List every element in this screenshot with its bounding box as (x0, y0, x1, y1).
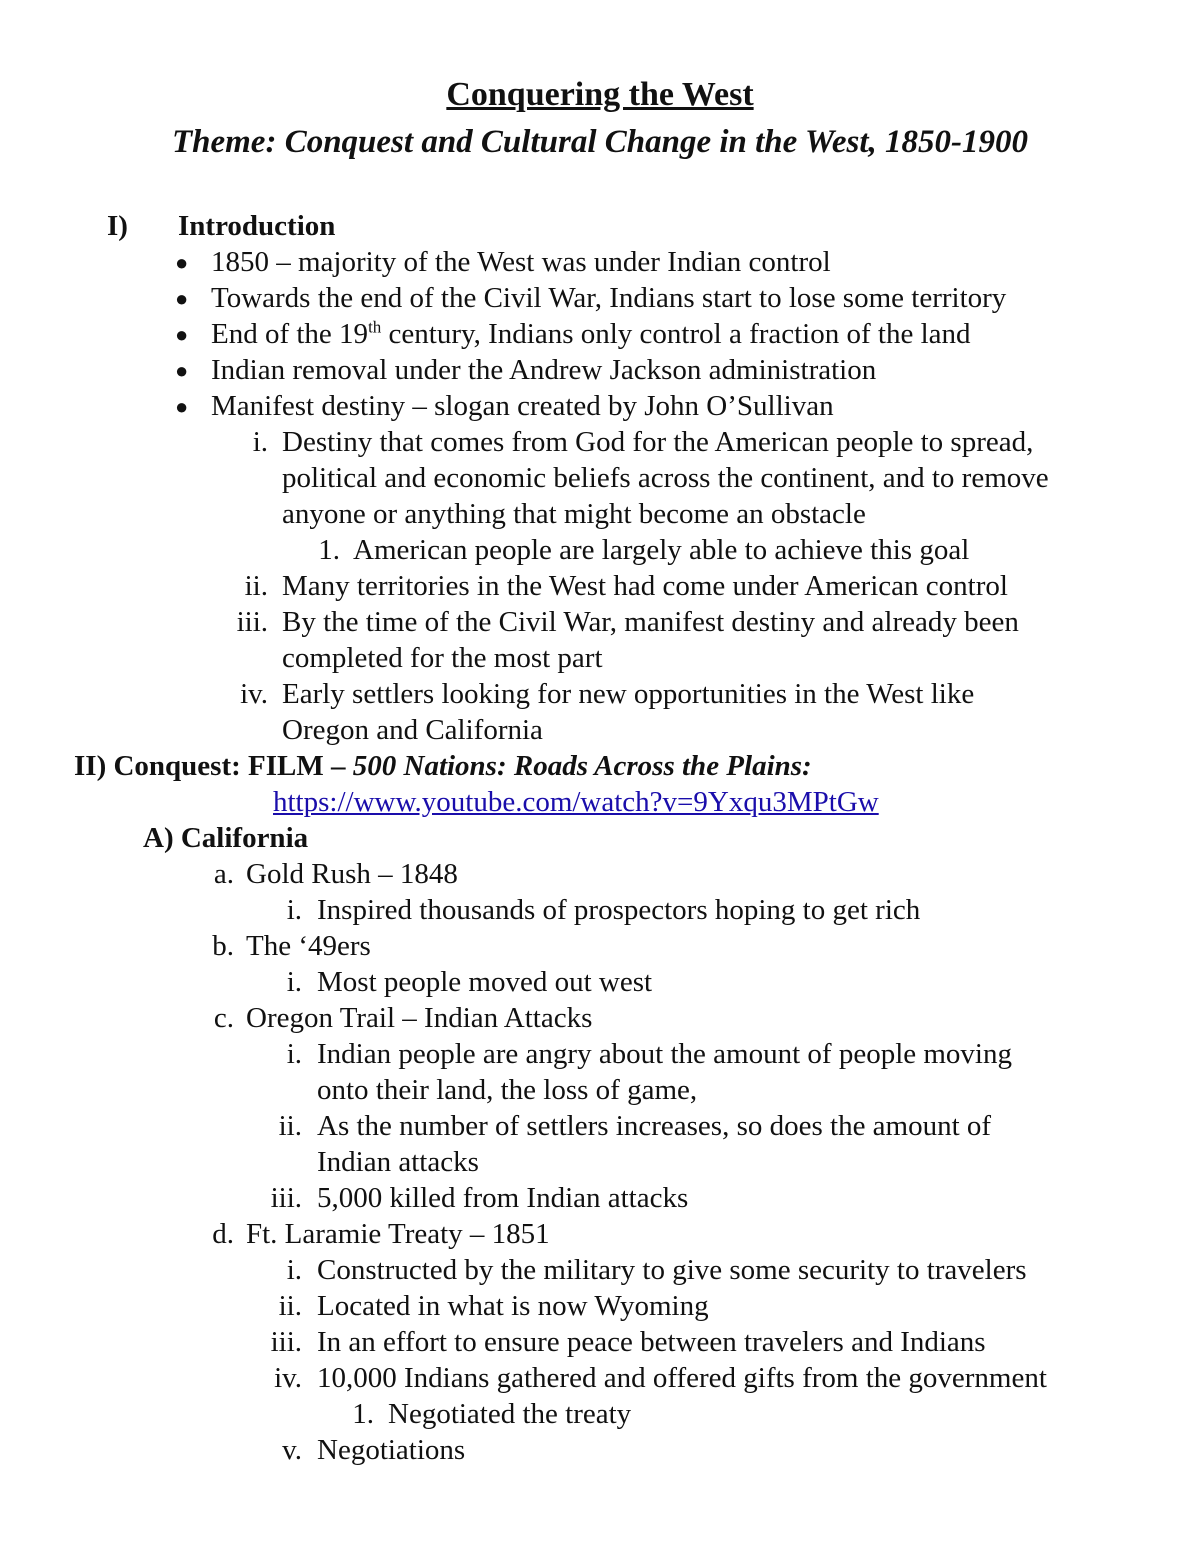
section-2-heading (74, 748, 812, 784)
list-item-text: As the number of settlers increases, so does the amount of (317, 1110, 992, 1142)
bullet-text: End of the 19 (211, 318, 369, 350)
list-item-text: By the time of the Civil War, manifest destiny and already been (282, 606, 1019, 638)
section-2-heading-text: II) Conquest: FILM – (74, 750, 353, 782)
list-item-text: In an effort to ensure peace between travelers and Indians (317, 1326, 986, 1358)
list-item-text: onto their land, the loss of game, (317, 1074, 698, 1106)
list-item-text: anyone or anything that might become an obstacle (282, 498, 866, 530)
list-item-text: Most people moved out west (317, 966, 653, 998)
bullet-icon: ● (175, 358, 189, 383)
list-item-text: Indian people are angry about the amount of people moving (317, 1038, 1012, 1070)
list-item-text: Early settlers looking for new opportunities in the West like (282, 678, 975, 710)
list-marker: 1. (318, 534, 340, 566)
document-title: Conquering the West (446, 76, 754, 113)
list-item-text: Located in what is now Wyoming (317, 1290, 709, 1322)
list-marker: i. (286, 966, 302, 998)
bullet-item: Manifest destiny – slogan created by John O’Sullivan (211, 390, 834, 422)
bullet-icon: ● (175, 394, 189, 419)
list-item-text: Negotiated the treaty (388, 1398, 632, 1430)
list-marker: iv. (240, 678, 268, 710)
list-marker: ii. (244, 570, 268, 602)
film-link[interactable]: https://www.youtube.com/watch?v=9Yxqu3MPtGw (273, 786, 879, 818)
list-marker: b. (212, 930, 234, 962)
list-item-text: Many territories in the West had come under American control (282, 570, 1008, 602)
list-marker: iv. (274, 1362, 302, 1394)
list-marker: iii. (236, 606, 268, 638)
list-marker: a. (213, 858, 234, 890)
film-link-line (273, 784, 879, 820)
list-marker: iii. (270, 1182, 302, 1214)
list-item-text: Inspired thousands of prospectors hoping to get rich (317, 894, 921, 926)
bullet-icon: ● (175, 286, 189, 311)
list-item-text: 10,000 Indians gathered and offered gifts from the government (317, 1362, 1047, 1394)
list-item-text: American people are largely able to achieve this goal (353, 534, 970, 566)
section-1-number: I) (107, 210, 128, 242)
list-item-text: The ‘49ers (246, 930, 371, 962)
bullet-item (211, 316, 971, 352)
list-item-text: Oregon and California (282, 714, 543, 746)
list-marker: ii. (278, 1290, 302, 1322)
film-title: 500 Nations: Roads Across the Plains: (352, 750, 812, 782)
list-item-text: Gold Rush – 1848 (246, 858, 458, 890)
list-item-text: Ft. Laramie Treaty – 1851 (246, 1218, 550, 1250)
list-marker: d. (212, 1218, 234, 1250)
list-item-text: completed for the most part (282, 642, 603, 674)
list-marker: ii. (278, 1110, 302, 1142)
list-marker: iii. (270, 1326, 302, 1358)
list-item-text: Indian attacks (317, 1146, 479, 1178)
list-marker: i. (252, 426, 268, 458)
list-item-text: political and economic beliefs across the continent, and to remove (282, 462, 1049, 494)
list-item-text: Constructed by the military to give some security to travelers (317, 1254, 1027, 1286)
bullet-item: Towards the end of the Civil War, Indians start to lose some territory (211, 282, 1007, 314)
list-marker: v. (282, 1434, 302, 1466)
ordinal-suffix: th (368, 317, 382, 337)
document-subtitle: Theme: Conquest and Cultural Change in the West, 1850-1900 (171, 124, 1028, 160)
list-item-text: Oregon Trail – Indian Attacks (246, 1002, 593, 1034)
bullet-icon: ● (175, 322, 189, 347)
list-marker: 1. (352, 1398, 374, 1430)
list-item-text: Negotiations (317, 1434, 466, 1466)
bullet-icon: ● (175, 250, 189, 275)
list-marker: c. (213, 1002, 234, 1034)
list-item-text: Destiny that comes from God for the American people to spread, (282, 426, 1034, 458)
list-marker: i. (286, 1254, 302, 1286)
bullet-item: 1850 – majority of the West was under Indian control (211, 246, 831, 278)
list-marker: i. (286, 1038, 302, 1070)
subsection-a-heading: A) California (143, 822, 309, 854)
list-marker: i. (286, 894, 302, 926)
list-item-text: 5,000 killed from Indian attacks (317, 1182, 689, 1214)
section-1-heading: Introduction (178, 210, 336, 242)
bullet-item: Indian removal under the Andrew Jackson administration (211, 354, 877, 386)
bullet-text: century, Indians only control a fraction of the land (381, 318, 971, 350)
